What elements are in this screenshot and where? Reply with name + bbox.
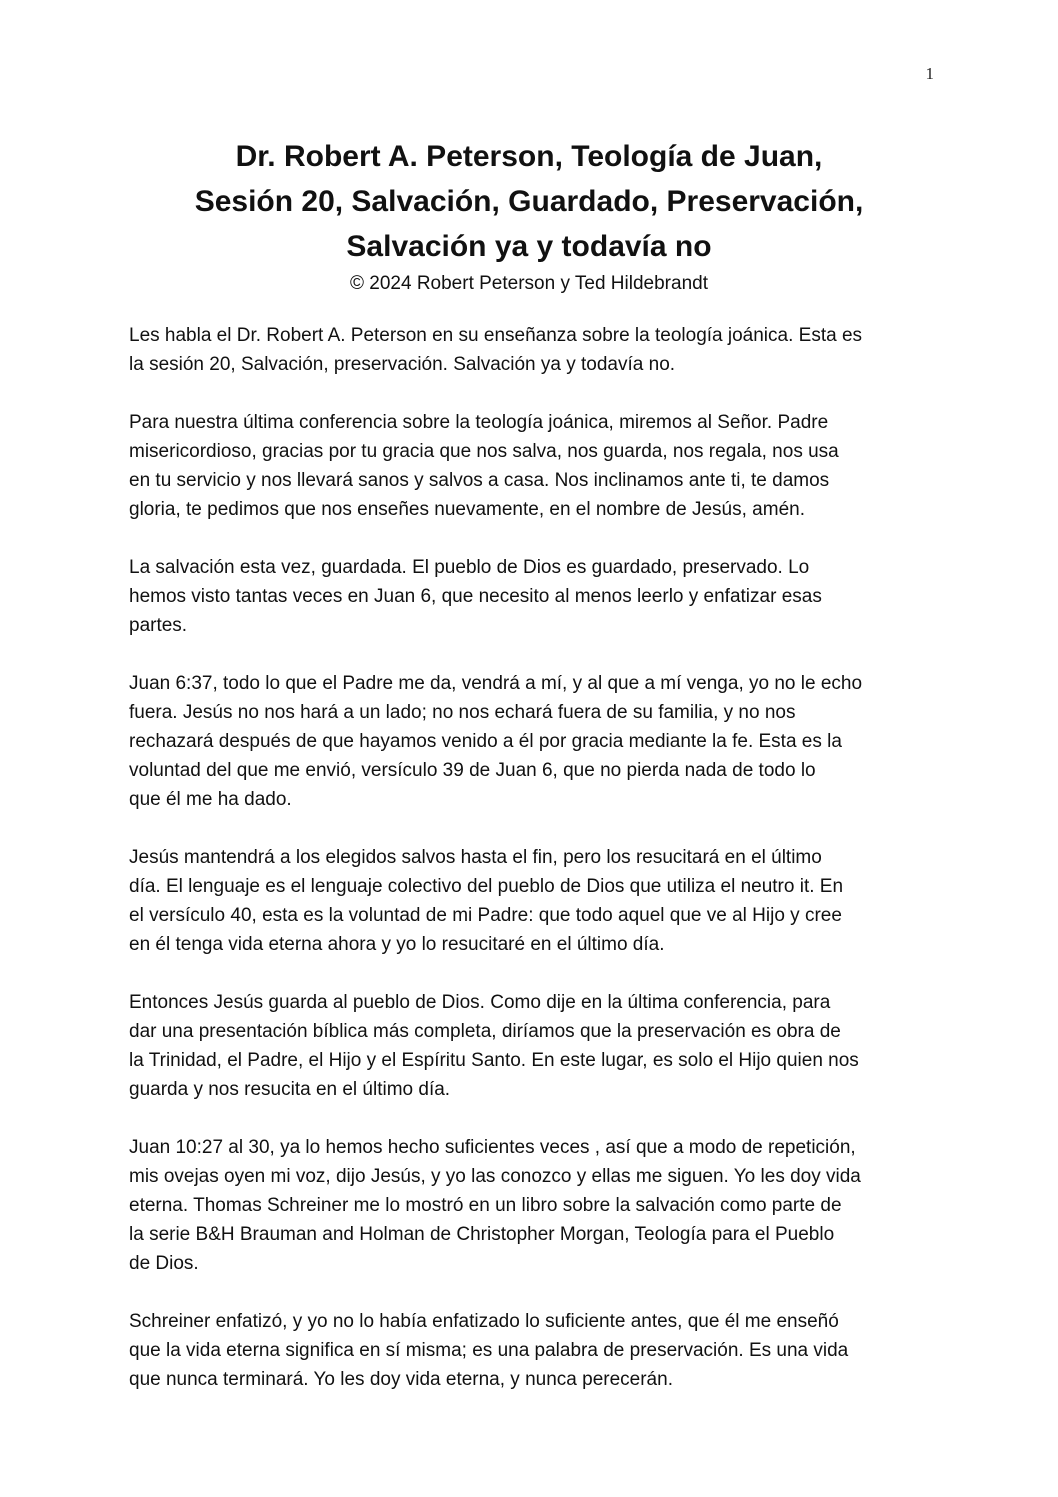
copyright-notice: © 2024 Robert Peterson y Ted Hildebrandt — [350, 273, 708, 294]
paragraph — [129, 1307, 949, 1394]
paragraph — [129, 988, 949, 1104]
paragraph — [129, 408, 949, 524]
paragraph-line: en él tenga vida eterna ahora y yo lo resucitaré en el último día. — [129, 934, 665, 955]
paragraph-line: gloria, te pedimos que nos enseñes nuevamente, en el nombre de Jesús, amén. — [129, 499, 805, 520]
paragraph — [129, 1133, 949, 1278]
paragraph-line: Jesús mantendrá a los elegidos salvos hasta el fin, pero los resucitará en el último — [129, 847, 822, 868]
paragraph — [129, 321, 949, 379]
paragraph-line: partes. — [129, 615, 188, 636]
paragraph-line: misericordioso, gracias por tu gracia que nos salva, nos guarda, nos regala, nos usa — [129, 441, 839, 462]
paragraph-line: de Dios. — [129, 1253, 199, 1274]
paragraph-line: dar una presentación bíblica más completa, diríamos que la preservación es obra de — [129, 1021, 841, 1042]
paragraph-line: Juan 6:37, todo lo que el Padre me da, vendrá a mí, y al que a mí venga, yo no le echo — [129, 673, 863, 694]
paragraph-line: fuera. Jesús no nos hará a un lado; no nos echará fuera de su familia, y no nos — [129, 702, 796, 723]
page-number: 1 — [925, 64, 934, 83]
paragraph-line: la sesión 20, Salvación, preservación. Salvación ya y todavía no. — [129, 354, 676, 375]
paragraph — [129, 669, 949, 814]
title-line: Sesión 20, Salvación, Guardado, Preservación, — [194, 185, 864, 218]
title-line: Salvación ya y todavía no — [346, 230, 712, 263]
paragraph — [129, 843, 949, 959]
paragraph-line: que nunca terminará. Yo les doy vida eterna, y nunca perecerán. — [129, 1369, 673, 1390]
paragraph-line: la serie B&H Brauman and Holman de Christopher Morgan, Teología para el Pueblo — [129, 1224, 835, 1245]
paragraph-line: la Trinidad, el Padre, el Hijo y el Espíritu Santo. En este lugar, es solo el Hijo quien nos — [129, 1050, 859, 1071]
paragraph-line: Schreiner enfatizó, y yo no lo había enfatizado lo suficiente antes, que él me enseñó — [129, 1311, 839, 1332]
paragraph-line: rechazará después de que hayamos venido a él por gracia mediante la fe. Esta es la — [129, 731, 842, 752]
paragraph-line: Les habla el Dr. Robert A. Peterson en su enseñanza sobre la teología joánica. Esta es — [129, 325, 863, 346]
paragraph-line: guarda y nos resucita en el último día. — [129, 1079, 451, 1100]
document-header — [100, 134, 958, 297]
paragraph-line: el versículo 40, esta es la voluntad de mi Padre: que todo aquel que ve al Hijo y cree — [129, 905, 842, 926]
document-body — [129, 321, 949, 1423]
paragraph-line: voluntad del que me envió, versículo 39 de Juan 6, que no pierda nada de todo lo — [129, 760, 816, 781]
paragraph — [129, 553, 949, 640]
paragraph-line: que él me ha dado. — [129, 789, 292, 810]
paragraph-line: en tu servicio y nos llevará sanos y salvos a casa. Nos inclinamos ante ti, te damos — [129, 470, 830, 491]
paragraph-line: Para nuestra última conferencia sobre la teología joánica, miremos al Señor. Padre — [129, 412, 829, 433]
paragraph-line: eterna. Thomas Schreiner me lo mostró en un libro sobre la salvación como parte de — [129, 1195, 842, 1216]
paragraph-line: La salvación esta vez, guardada. El pueblo de Dios es guardado, preservado. Lo — [129, 557, 810, 578]
title-line: Dr. Robert A. Peterson, Teología de Juan, — [235, 140, 823, 173]
document-title — [100, 134, 958, 269]
paragraph-line: que la vida eterna significa en sí misma; es una palabra de preservación. Es una vida — [129, 1340, 849, 1361]
paragraph-line: Entonces Jesús guarda al pueblo de Dios. Como dije en la última conferencia, para — [129, 992, 831, 1013]
paragraph-line: mis ovejas oyen mi voz, dijo Jesús, y yo las conozco y ellas me siguen. Yo les doy vida — [129, 1166, 861, 1187]
paragraph-line: día. El lenguaje es el lenguaje colectivo del pueblo de Dios que utiliza el neutro it. En — [129, 876, 844, 897]
paragraph-line: hemos visto tantas veces en Juan 6, que necesito al menos leerlo y enfatizar esas — [129, 586, 822, 607]
paragraph-line: Juan 10:27 al 30, ya lo hemos hecho suficientes veces , así que a modo de repetición, — [129, 1137, 856, 1158]
